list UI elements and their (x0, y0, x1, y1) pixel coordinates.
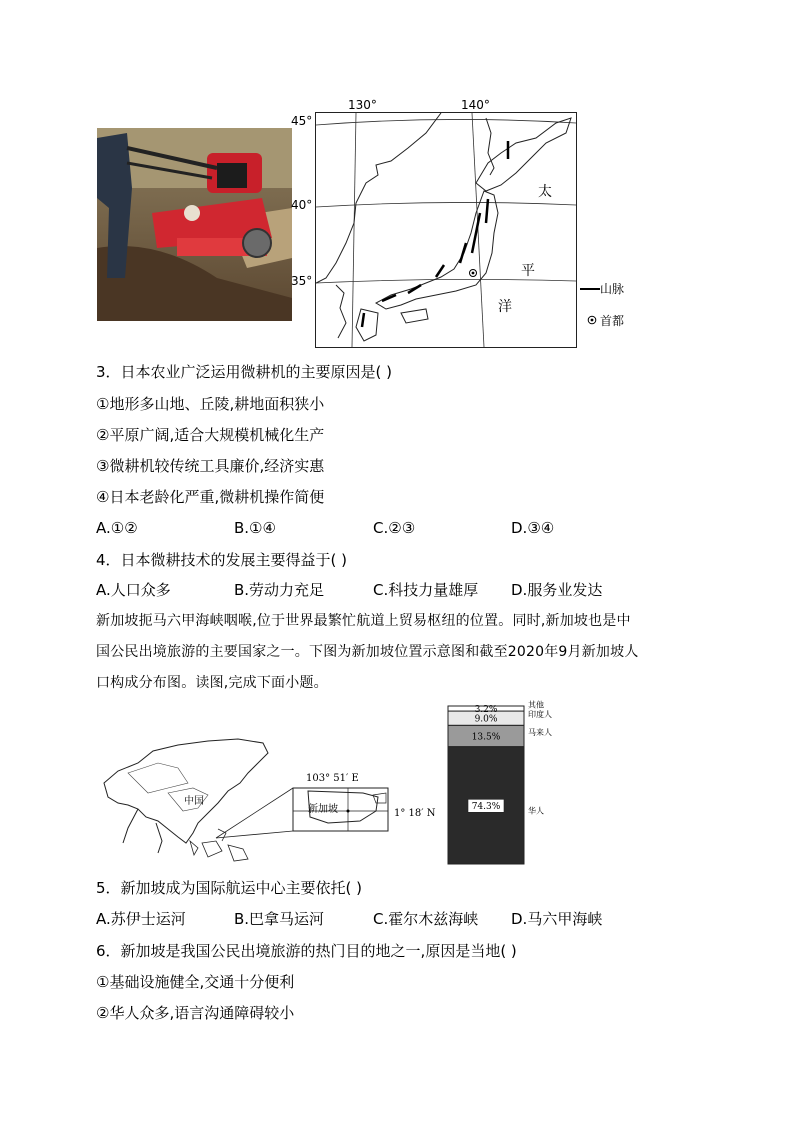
statement-3: ③微耕机较传统工具廉价,经济实惠 (96, 457, 325, 475)
question-6: 6．新加坡是我国公民出境旅游的热门目的地之一,原因是当地( ) (96, 942, 517, 960)
question-3: 3．日本农业广泛运用微耕机的主要原因是( ) (96, 363, 393, 381)
q5-option-b[interactable]: B.巴拿马运河 (234, 910, 325, 928)
category-label-0: 华人 (528, 806, 544, 816)
statement-4: ④日本老龄化严重,微耕机操作简便 (96, 488, 325, 506)
legend-mountain-label: 山脉 (600, 282, 625, 296)
singapore-location-map (98, 733, 444, 868)
q3-option-c[interactable]: C.②③ (373, 519, 416, 537)
ocean-char-2: 平 (521, 263, 535, 279)
question-5: 5．新加坡成为国际航运中心主要依托( ) (96, 879, 363, 897)
q6-statement-2: ②华人众多,语言沟通障碍较小 (96, 1004, 295, 1022)
value-label-2: 9.0% (474, 714, 498, 725)
lon-label-130: 130° (348, 98, 377, 112)
passage-line-1: 新加坡扼马六甲海峡咽喉,位于世界最繁忙航道上贸易枢纽的位置。同时,新加坡也是中 (96, 613, 631, 629)
q5-option-a[interactable]: A.苏伊士运河 (96, 910, 186, 928)
ocean-char-3: 洋 (498, 299, 512, 315)
china-label: 中国 (184, 796, 204, 807)
singapore-label: 新加坡 (308, 804, 338, 815)
q3-option-d[interactable]: D.③④ (511, 519, 555, 537)
population-chart (440, 700, 570, 868)
japan-map (315, 112, 577, 348)
lat-label-45: 45° (291, 114, 313, 128)
q3-option-a[interactable]: A.①② (96, 519, 138, 537)
longitude-label: 103° 51′ E (306, 773, 359, 784)
q4-option-b[interactable]: B.劳动力充足 (234, 581, 325, 599)
passage-line-2: 国公民出境旅游的主要国家之一。下图为新加坡位置示意图和截至2020年9月新加坡人 (96, 644, 639, 660)
value-label-0: 74.3% (471, 801, 501, 812)
legend-capital-symbol (587, 315, 597, 325)
legend-mountain-symbol (580, 288, 600, 290)
q4-option-d[interactable]: D.服务业发达 (511, 581, 603, 599)
q5-option-c[interactable]: C.霍尔木兹海峡 (373, 910, 479, 928)
q3-option-b[interactable]: B.①④ (234, 519, 276, 537)
legend-capital-label: 首都 (600, 314, 625, 328)
lon-label-140: 140° (461, 98, 490, 112)
passage-line-3: 口构成分布图。读图,完成下面小题。 (96, 675, 328, 691)
latitude-label: 1° 18′ N (394, 808, 436, 819)
statement-1: ①地形多山地、丘陵,耕地面积狭小 (96, 395, 325, 413)
question-4: 4．日本微耕技术的发展主要得益于( ) (96, 551, 348, 569)
q6-statement-1: ①基础设施健全,交通十分便利 (96, 973, 295, 991)
japan-map-svg (316, 113, 576, 347)
value-label-1: 13.5% (471, 732, 501, 743)
q5-option-d[interactable]: D.马六甲海峡 (511, 910, 603, 928)
statement-2: ②平原广阔,适合大规模机械化生产 (96, 426, 325, 444)
lat-label-35: 35° (291, 274, 313, 288)
category-label-3: 其他 (528, 700, 544, 710)
q4-option-c[interactable]: C.科技力量雄厚 (373, 581, 479, 599)
category-label-2: 印度人 (528, 710, 552, 720)
q4-option-a[interactable]: A.人口众多 (96, 581, 171, 599)
ocean-char-1: 太 (538, 184, 552, 200)
value-label-3: 3.2% (474, 705, 498, 716)
lat-label-40: 40° (291, 198, 313, 212)
category-label-1: 马来人 (528, 727, 552, 737)
tiller-photo (97, 128, 292, 321)
